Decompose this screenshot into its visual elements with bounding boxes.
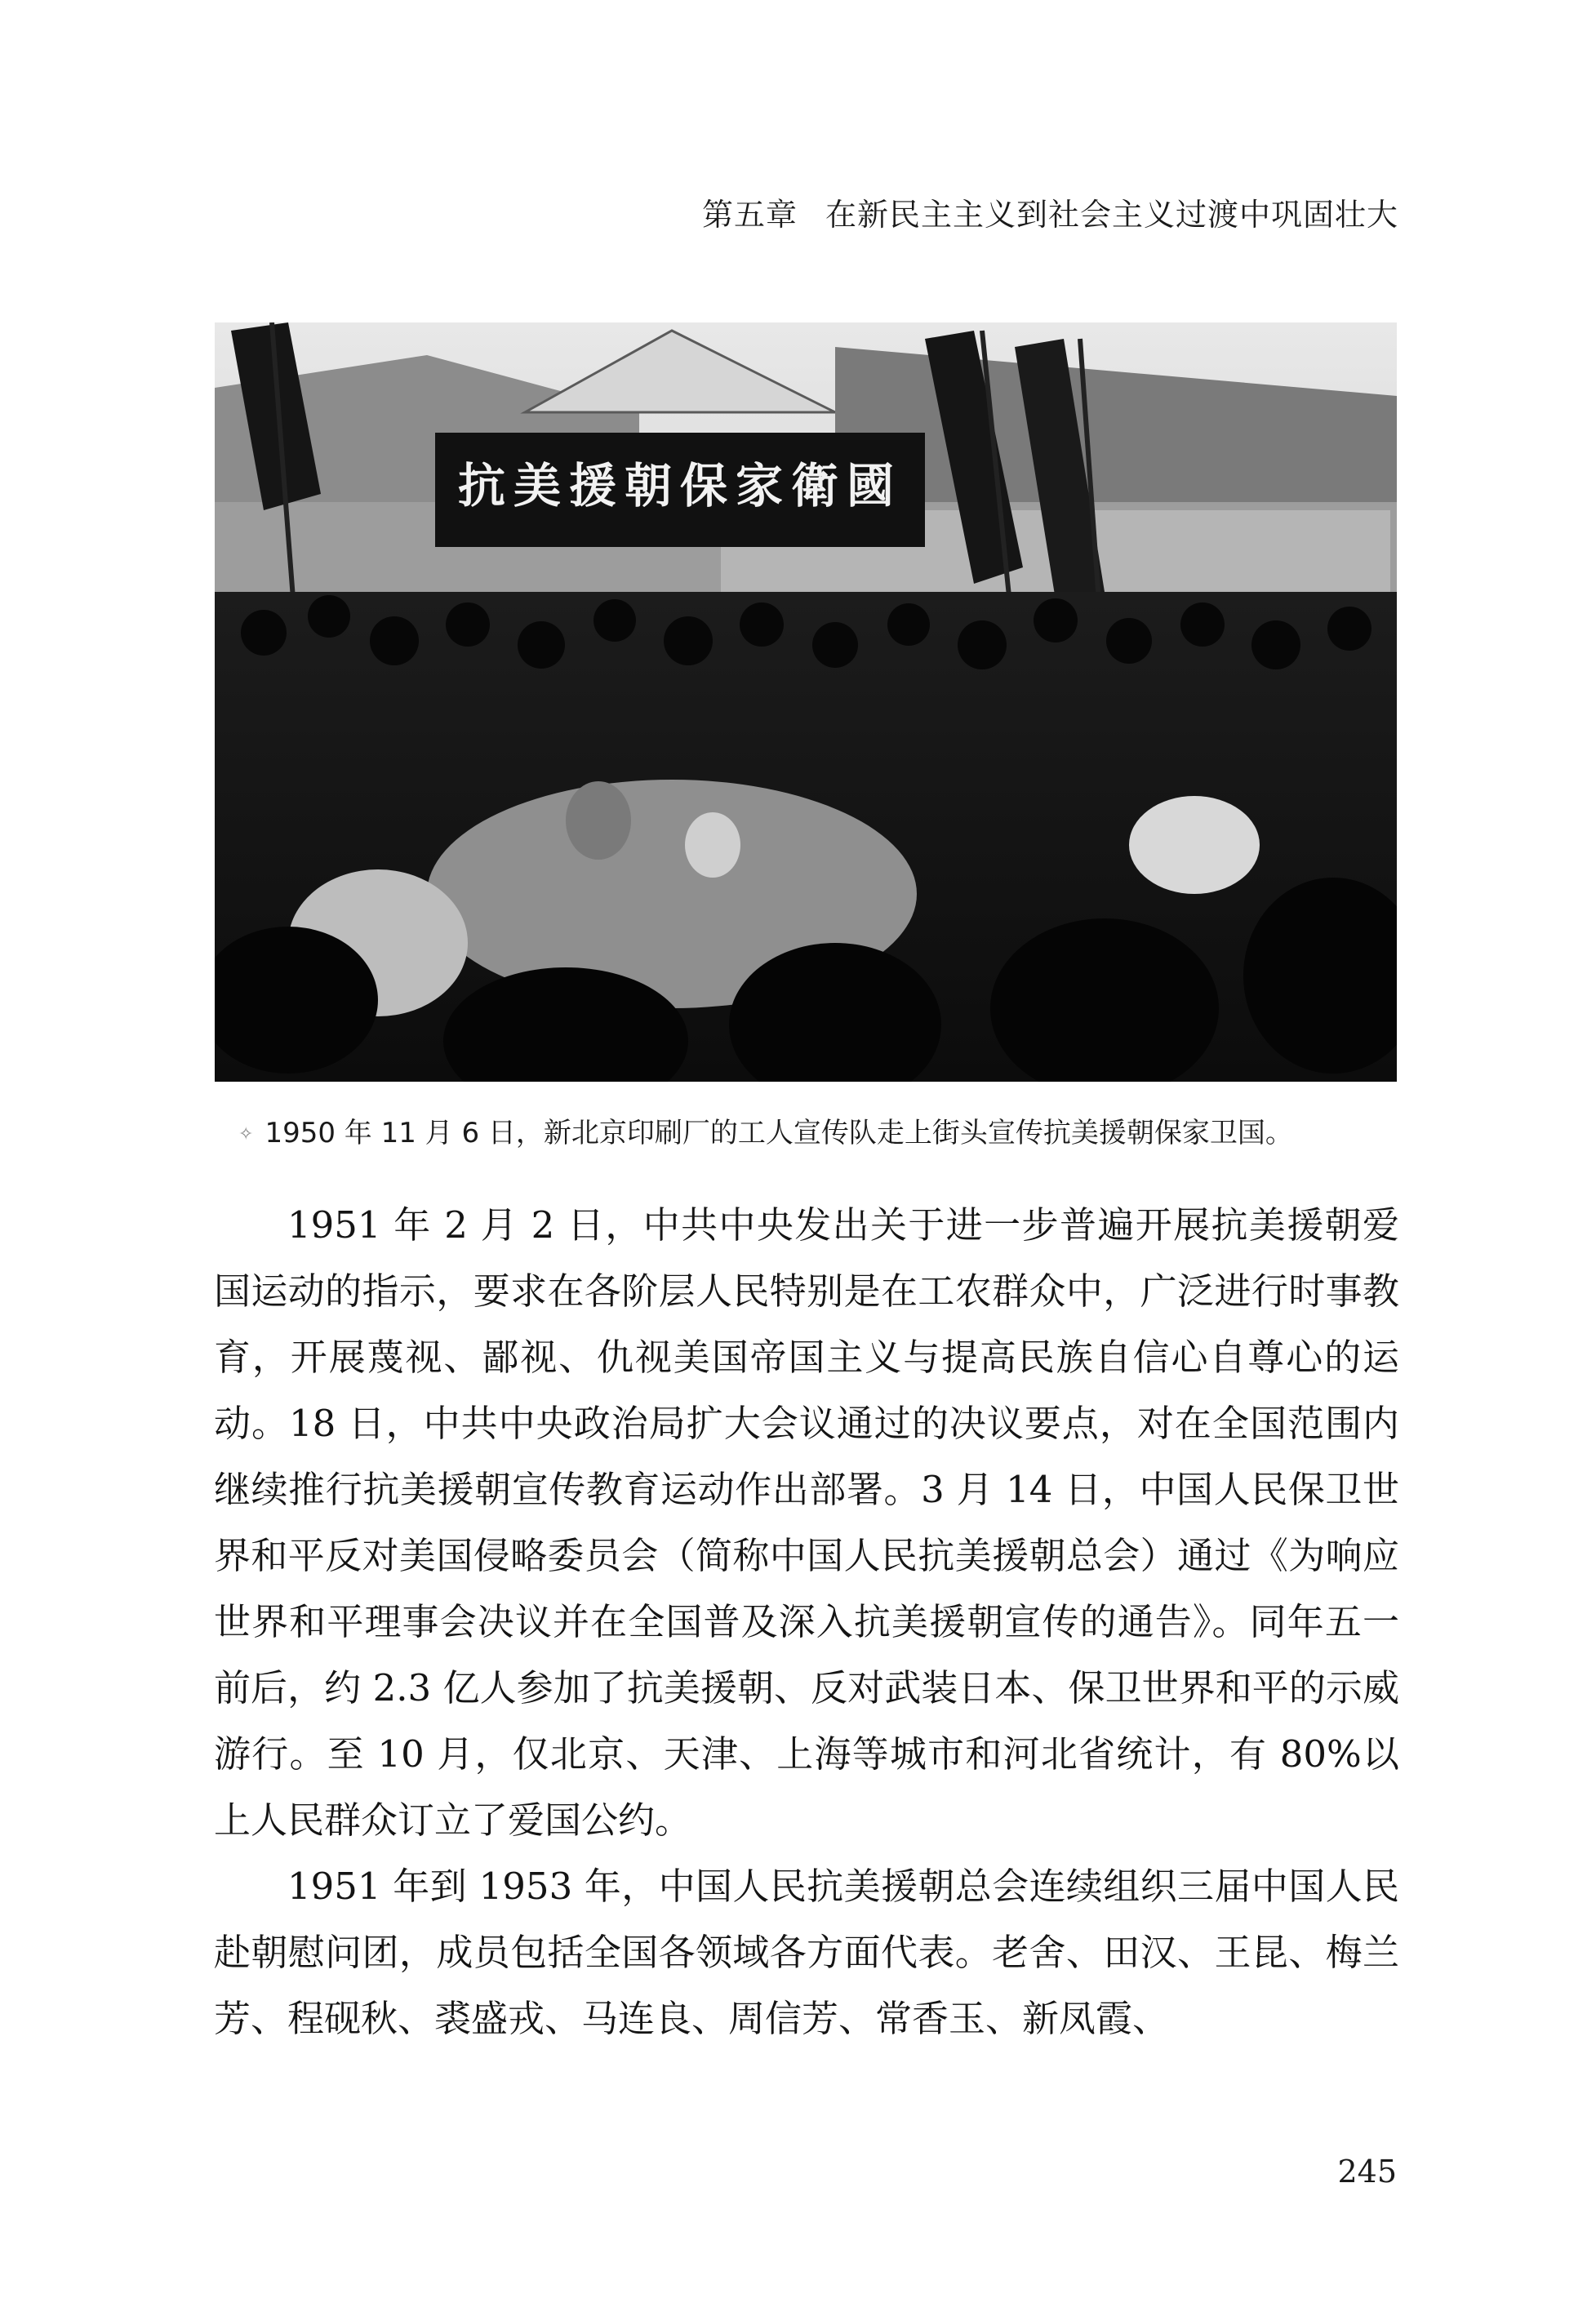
paragraph: 1951 年到 1953 年，中国人民抗美援朝总会连续组织三届中国人民赴朝慰问团，成员包括全国各领域各方面代表。老舍、田汉、王昆、梅兰芳、程砚秋、裘盛戎、马连良、周信芳、常香玉、新凤霞、 [214, 1865, 1399, 2040]
chapter-number: 第五章 [701, 197, 798, 233]
caption-text: 1950 年 11 月 6 日，新北京印刷厂的工人宣传队走上街头宣传抗美援朝保家卫国。 [265, 1117, 1293, 1149]
street-propaganda-photo [215, 322, 1397, 1082]
chapter-title: 在新民主主义到社会主义过渡中巩固壮大 [825, 197, 1398, 233]
running-header [702, 189, 1398, 234]
photo-caption [238, 1110, 1293, 1150]
historical-photo [215, 322, 1397, 1082]
body-text [214, 1192, 1399, 2052]
paragraph: 1951 年 2 月 2 日，中共中央发出关于进一步普遍开展抗美援朝爱国运动的指示，要求在各阶层人民特别是在工农群众中，广泛进行时事教育，开展蔑视、鄙视、仇视美国帝国主义与提高民族自信心自尊心的运动。18 日，中共中央政治局扩大会议通过的决议要点，对在全国范围内继续推行抗美援朝宣传教育运动作出部署。3 月 14 日，中国人民保卫世界和平反对美国侵略委员会（简称中国人民抗美援朝总会）通过《为响应世界和平理事会决议并在全国普及深入抗美援朝宣传的通告》。同年五一前后，约 2.3 亿人参加了抗美援朝、反对武装日本、保卫世界和平的示威游行。至 10 月，仅北京、天津、上海等城市和河北省统计，有 80%以上人民群众订立了爱国公约。 [214, 1203, 1399, 1842]
page-number: 245 [1337, 2154, 1397, 2190]
caption-marker-icon: ✧ [238, 1124, 254, 1145]
banner-slogan: 抗美援朝保家衛國 [457, 458, 903, 514]
